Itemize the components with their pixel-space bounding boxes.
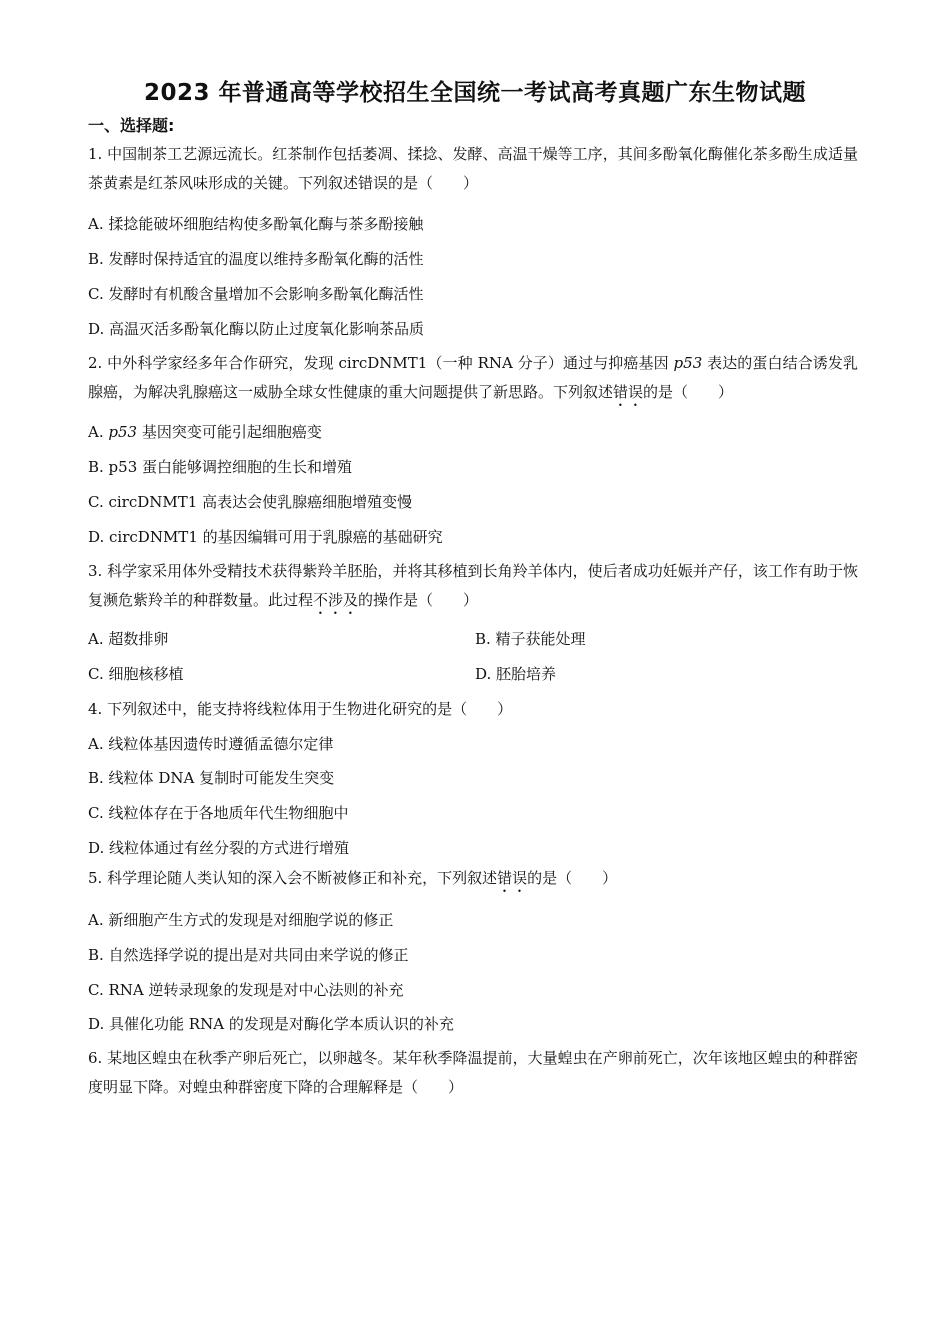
gene-name: p53 (673, 354, 703, 372)
section-heading: 一、选择题: (88, 116, 175, 135)
question-3-option-a: A. 超数排卵 (88, 630, 169, 648)
question-2-option-d: D. circDNMT1 的基因编辑可用于乳腺癌的基础研究 (88, 528, 443, 546)
question-2-option-a: A. p53 基因突变可能引起细胞癌变 (88, 423, 322, 441)
question-3-option-c: C. 细胞核移植 (88, 665, 184, 683)
question-1-option-d: D. 高温灭活多酚氧化酶以防止过度氧化影响茶品质 (88, 320, 425, 338)
question-6-stem: 6. 某地区蝗虫在秋季产卵后死亡，以卵越冬。某年秋季降温提前，大量蝗虫在产卵前死亡，次年该地区蝗虫的种群密度明显下降。对蝗虫种群密度下降的合理解释是（ ） (88, 1049, 858, 1096)
question-1-option-b: B. 发酵时保持适宜的温度以维持多酚氧化酶的活性 (88, 250, 424, 268)
question-1-option-c: C. 发酵时有机酸含量增加不会影响多酚氧化酶活性 (88, 285, 424, 303)
question-5-option-a: A. 新细胞产生方式的发现是对细胞学说的修正 (88, 911, 394, 929)
question-4-stem: 4. 下列叙述中，能支持将线粒体用于生物进化研究的是（ ） (88, 700, 513, 718)
question-3-stem: 3. 科学家采用体外受精技术获得紫羚羊胚胎，并将其移植到长角羚羊体内，使后者成功妊娠并产仔，该工作有助于恢复濒危紫羚羊的种群数量。此过程不涉及的操作是（ ） (88, 562, 858, 609)
question-5-option-d: D. 具催化功能 RNA 的发现是对酶化学本质认识的补充 (88, 1015, 454, 1033)
question-5-stem: 5. 科学理论随人类认知的深入会不断被修正和补充，下列叙述错误的是（ ） (88, 869, 618, 887)
question-3-option-d: D. 胚胎培养 (475, 665, 557, 683)
question-5-option-c: C. RNA 逆转录现象的发现是对中心法则的补充 (88, 981, 404, 999)
question-4-option-c: C. 线粒体存在于各地质年代生物细胞中 (88, 804, 349, 822)
question-5-option-b: B. 自然选择学说的提出是对共同由来学说的修正 (88, 946, 409, 964)
question-4-option-d: D. 线粒体通过有丝分裂的方式进行增殖 (88, 839, 350, 857)
emphasis-mark: 错误 (497, 869, 528, 887)
question-2-option-b: B. p53 蛋白能够调控细胞的生长和增殖 (88, 458, 353, 476)
question-4-option-a: A. 线粒体基因遗传时遵循孟德尔定律 (88, 735, 334, 753)
emphasis-mark: 不涉及 (313, 591, 359, 609)
question-2-option-c: C. circDNMT1 高表达会使乳腺癌细胞增殖变慢 (88, 493, 413, 511)
question-4-option-b: B. 线粒体 DNA 复制时可能发生突变 (88, 769, 335, 787)
emphasis-mark: 错误 (613, 383, 644, 401)
page-title: 2023 年普通高等学校招生全国统一考试高考真题广东生物试题 (143, 80, 807, 106)
question-3-option-b: B. 精子获能处理 (475, 630, 586, 648)
question-1-option-a: A. 揉捻能破坏细胞结构使多酚氧化酶与茶多酚接触 (88, 215, 424, 233)
question-1-stem: 1. 中国制茶工艺源远流长。红茶制作包括萎凋、揉捻、发酵、高温干燥等工序，其间多酚氧化酶催化茶多酚生成适量茶黄素是红茶风味形成的关键。下列叙述错误的是（ ） (88, 145, 858, 192)
question-2-stem: 2. 中外科学家经多年合作研究，发现 circDNMT1（一种 RNA 分子）通过与抑癌基因 p53 表达的蛋白结合诱发乳腺癌，为解决乳腺癌这一威胁全球女性健康的重大问题提供了新思路。下列叙述错误的是（ ） (88, 354, 858, 401)
